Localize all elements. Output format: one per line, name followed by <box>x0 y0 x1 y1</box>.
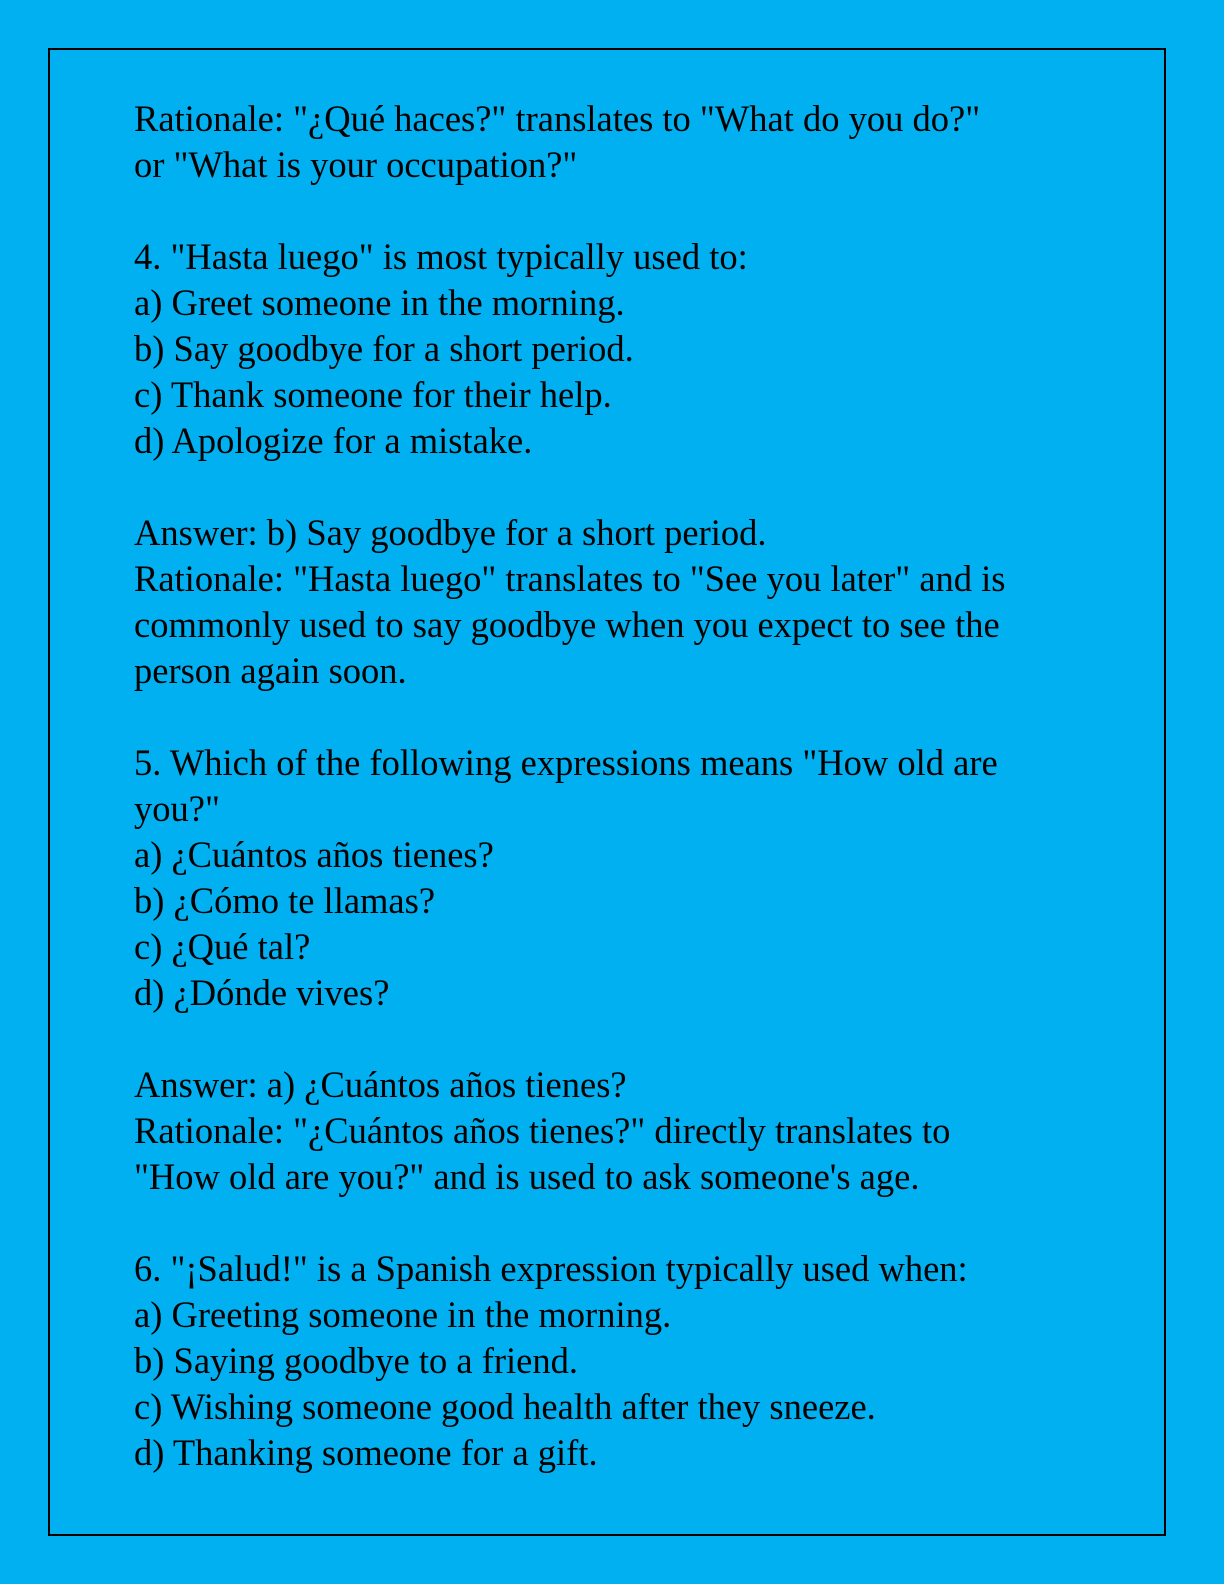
option-b: b) Saying goodbye to a friend. <box>134 1340 578 1381</box>
option-a: a) Greeting someone in the morning. <box>134 1294 672 1335</box>
question-4 <box>134 234 1134 694</box>
spacer <box>134 188 1134 234</box>
question-prompt: 6. "¡Salud!" is a Spanish expression typically used when: <box>134 1248 968 1289</box>
question-5 <box>134 740 1134 1200</box>
spacer <box>134 1016 1134 1062</box>
spacer <box>134 1200 1134 1246</box>
question-prompt: 4. "Hasta luego" is most typically used to: <box>134 236 748 277</box>
rationale-block-q3 <box>134 96 1134 188</box>
option-c: c) Wishing someone good health after they sneeze. <box>134 1386 876 1427</box>
option-c: c) Thank someone for their help. <box>134 374 612 415</box>
answer-line: Answer: a) ¿Cuántos años tienes? <box>134 1064 627 1105</box>
rationale-line: Rationale: "¿Cuántos años tienes?" directly translates to <box>134 1110 951 1151</box>
option-d: d) Apologize for a mistake. <box>134 420 533 461</box>
option-a: a) ¿Cuántos años tienes? <box>134 834 494 875</box>
option-d: d) Thanking someone for a gift. <box>134 1432 598 1473</box>
spacer <box>134 464 1134 510</box>
option-b: b) Say goodbye for a short period. <box>134 328 634 369</box>
question-prompt: 5. Which of the following expressions means "How old are <box>134 742 998 783</box>
question-prompt: you?" <box>134 788 220 829</box>
option-a: a) Greet someone in the morning. <box>134 282 625 323</box>
rationale-line: Rationale: "¿Qué haces?" translates to "What do you do?" <box>134 98 981 139</box>
rationale-line: commonly used to say goodbye when you expect to see the <box>134 604 1000 645</box>
spacer <box>134 694 1134 740</box>
rationale-line: Rationale: "Hasta luego" translates to "See you later" and is <box>134 558 1006 599</box>
document-body <box>134 96 1134 1476</box>
option-c: c) ¿Qué tal? <box>134 926 311 967</box>
rationale-line: or "What is your occupation?" <box>134 144 578 185</box>
option-b: b) ¿Cómo te llamas? <box>134 880 436 921</box>
answer-line: Answer: b) Say goodbye for a short period. <box>134 512 767 553</box>
question-6 <box>134 1246 1134 1476</box>
option-d: d) ¿Dónde vives? <box>134 972 390 1013</box>
rationale-line: person again soon. <box>134 650 407 691</box>
rationale-line: "How old are you?" and is used to ask someone's age. <box>134 1156 920 1197</box>
